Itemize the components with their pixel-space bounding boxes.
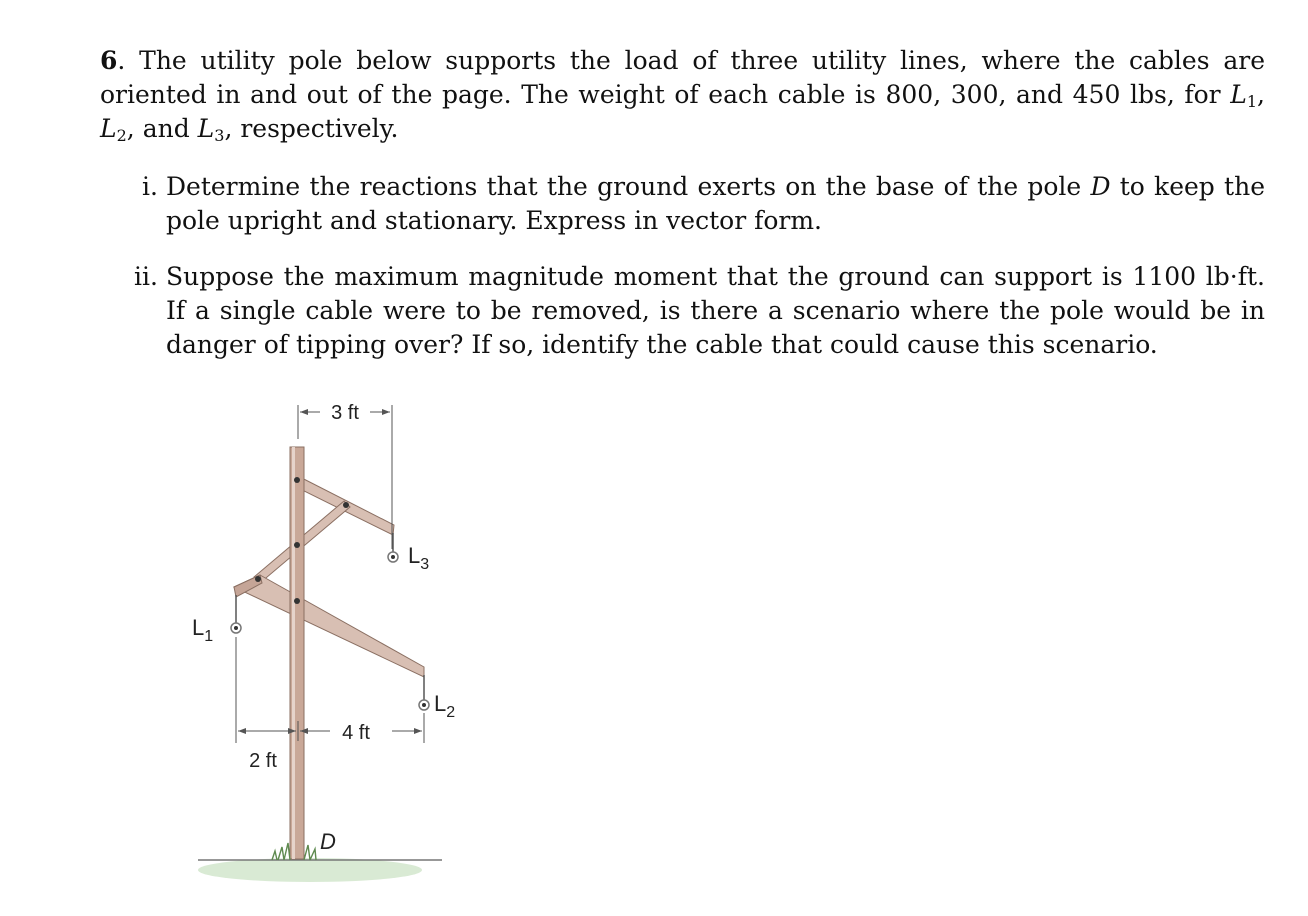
cable-L3-dot	[391, 555, 395, 559]
subquestion-marker: i.	[142, 172, 158, 201]
lower-crossarm	[234, 575, 424, 677]
bolt	[294, 542, 300, 548]
dim-arrow	[382, 409, 390, 415]
dim-arrow	[238, 728, 246, 734]
subquestion-list	[100, 170, 1265, 362]
cable-L2-dot	[422, 703, 426, 707]
dim-2ft-label: 2 ft	[249, 750, 277, 772]
subquestion-marker: ii.	[134, 262, 158, 291]
label-D: D	[320, 829, 336, 854]
subquestion-text: Suppose the maximum magnitude moment that the ground can support is 1100 lb·ft. If a single cable were to be removed, is there a scenario where the pole would be in danger of tipping over? If so, identify the cable that could cause this scenario.	[166, 262, 1265, 359]
var-L1: $L_1$	[1230, 80, 1258, 111]
dim-4ft-label: 4 ft	[342, 722, 370, 744]
dim-arrow	[300, 409, 308, 415]
label-L2: $L_2$	[434, 691, 456, 721]
label-L3: $L_3$	[408, 543, 430, 573]
problem-statement	[100, 44, 1265, 384]
var-L2: $L_2$	[100, 114, 127, 145]
problem-number: 6	[100, 46, 118, 75]
pole-highlight	[292, 447, 295, 859]
label-L1: $L_1$	[192, 615, 214, 645]
bolt	[294, 598, 300, 604]
dim-3ft-label: 3 ft	[331, 402, 359, 424]
problem-intro: 6. The utility pole below supports the load of three utility lines, where the cables are oriented in and out of the page. The weight of each cable is 800, 300, and 450 lbs, for $L_1$, $L_2$, and $L_3$, respectively.	[100, 46, 1265, 145]
var-D: D	[1090, 172, 1111, 201]
dim-arrow	[414, 728, 422, 734]
bolt	[343, 502, 349, 508]
utility-pole-diagram	[180, 395, 460, 895]
bolt	[255, 576, 261, 582]
bolt	[294, 477, 300, 483]
var-L3: $L_3$	[197, 114, 225, 145]
utility-pole-figure	[180, 395, 460, 895]
cable-L1-dot	[234, 626, 238, 630]
subquestion-text: Determine the reactions that the ground exerts on the base of the pole D to keep the pole upright and stationary. Express in vector form.	[166, 172, 1265, 235]
subquestion-ii	[100, 260, 1265, 362]
subquestion-i	[100, 170, 1265, 238]
ground-shadow	[198, 858, 422, 882]
